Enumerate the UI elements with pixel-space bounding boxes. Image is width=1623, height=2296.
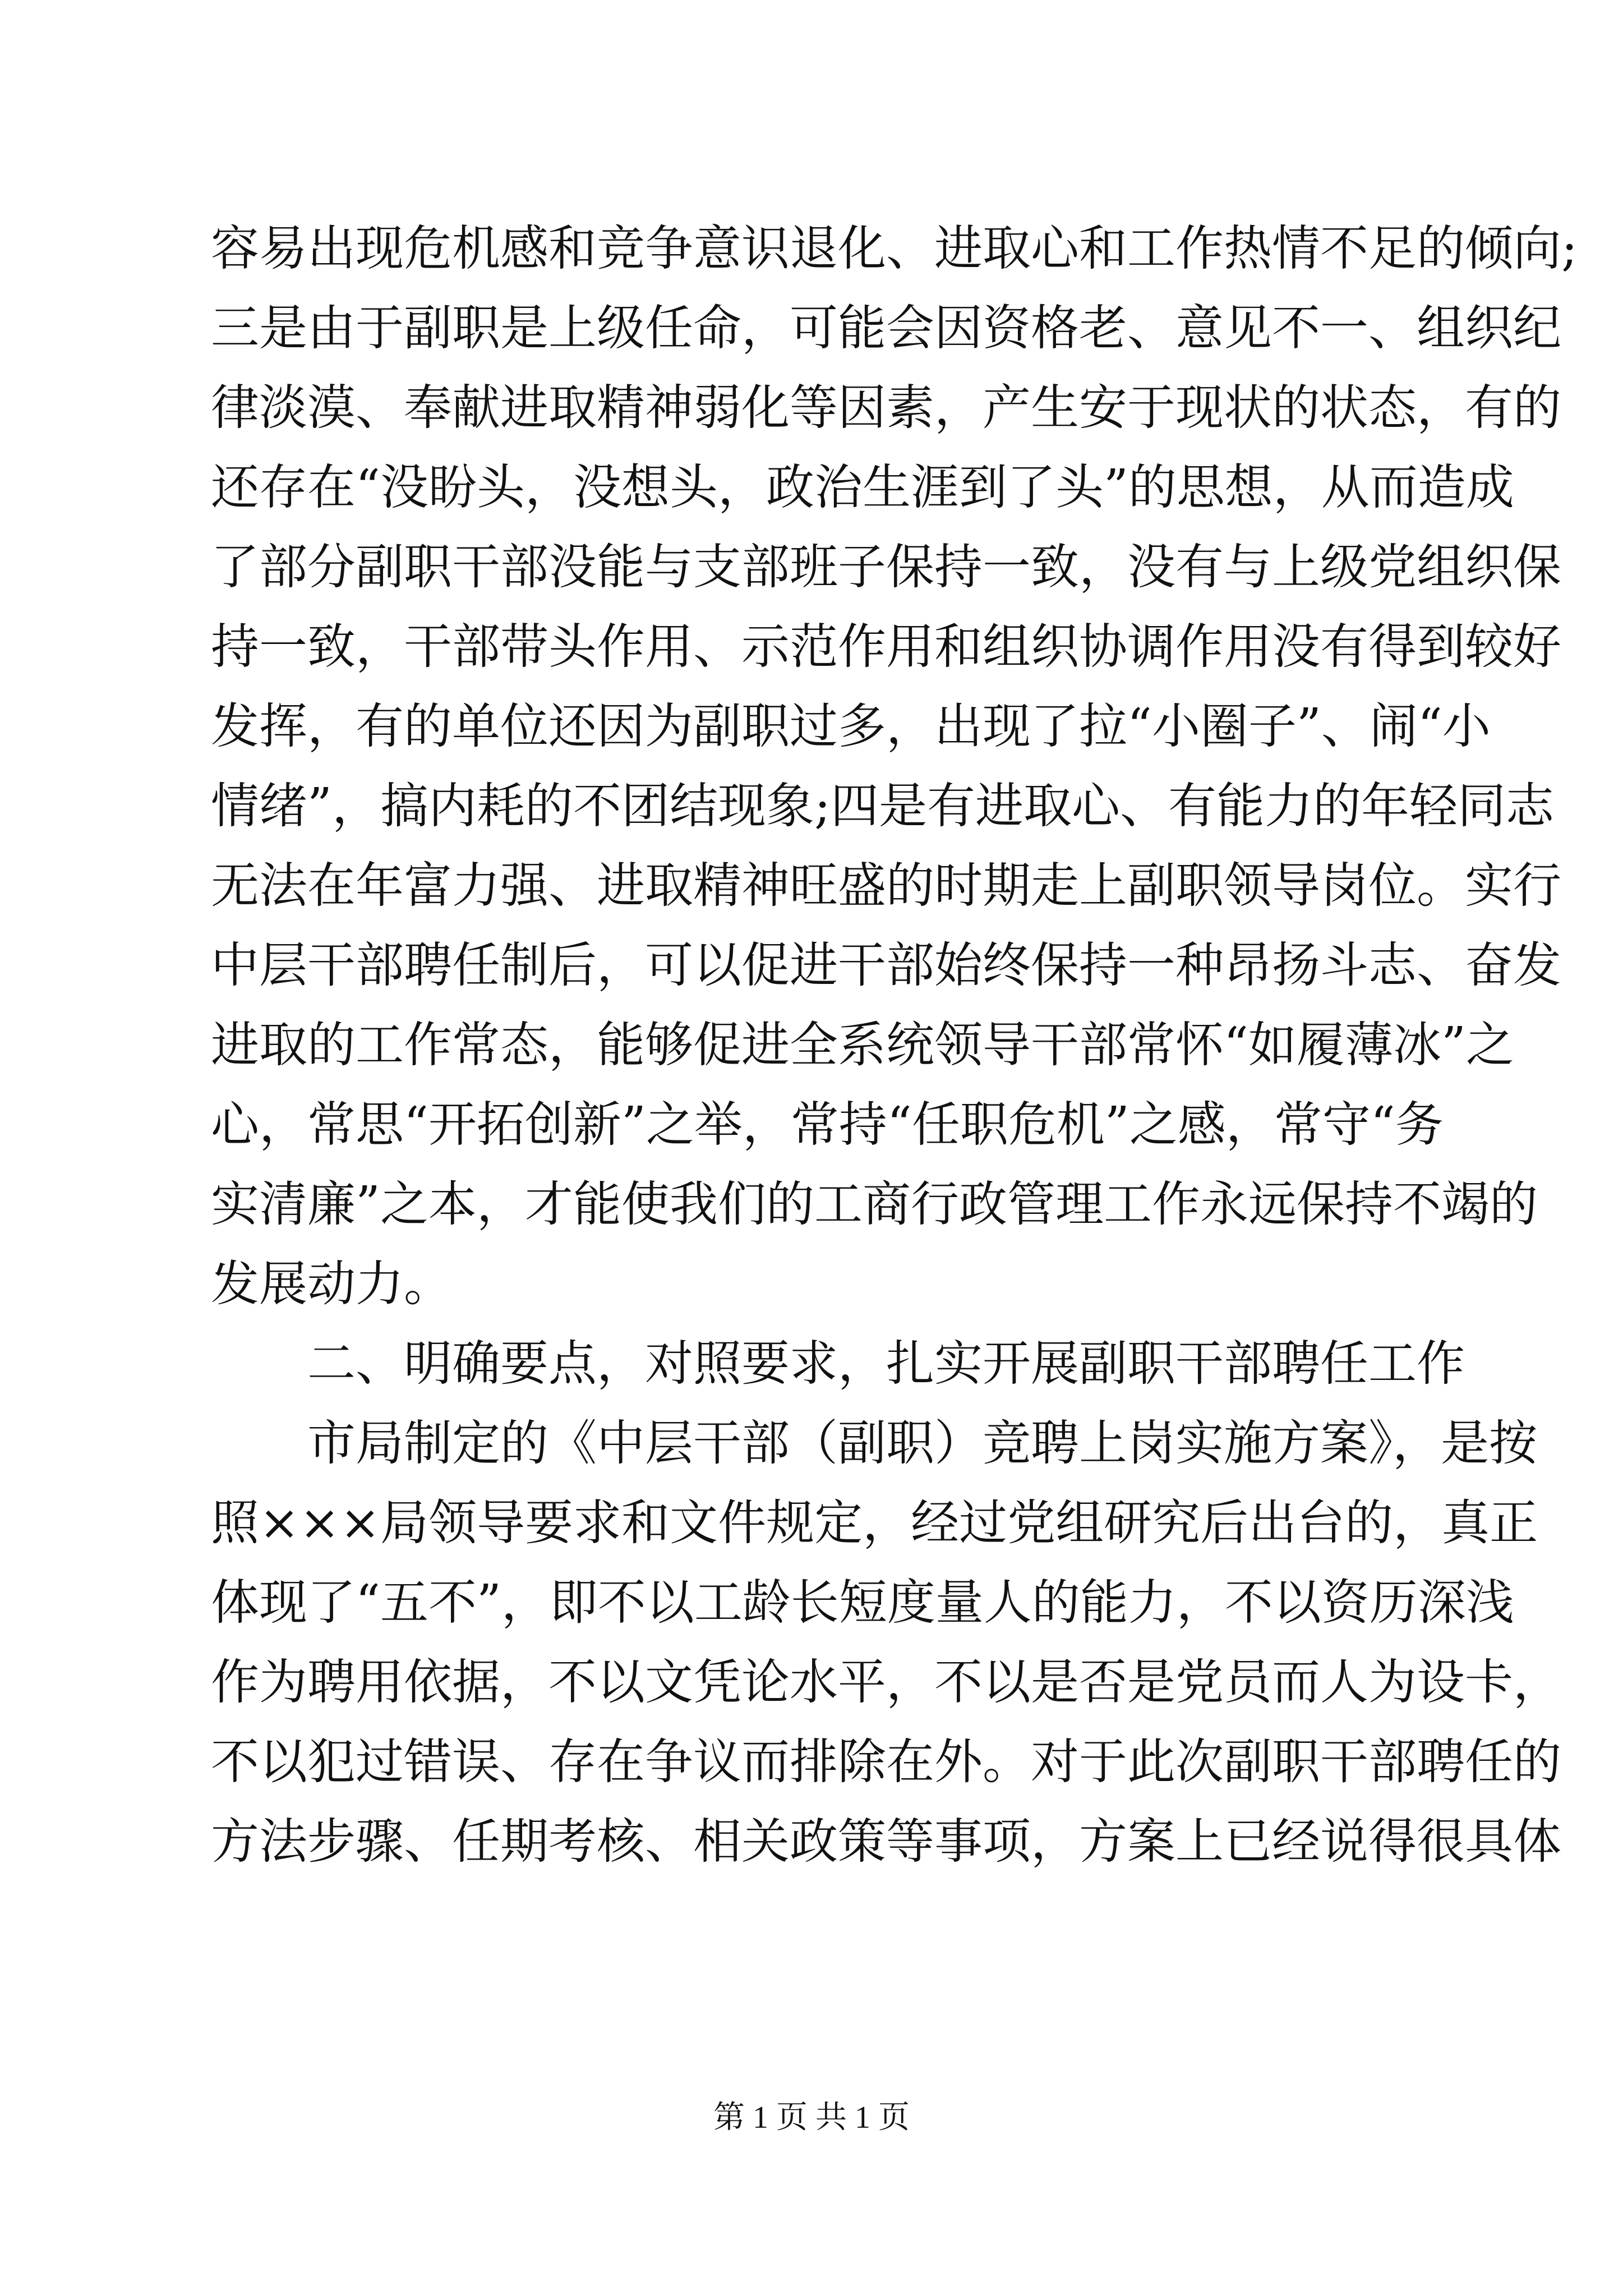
page-footer	[0, 2098, 1623, 2137]
paragraph2-line-2: 照×××局领导要求和文件规定，经过党组研究后出台的，真正	[211, 1495, 1538, 1551]
paragraph-line-3: 律淡漠、奉献进取精神弱化等因素，产生安于现状的状态，有的	[211, 380, 1561, 436]
paragraph-line-14: 发展动力。	[211, 1256, 452, 1312]
paragraph2-line-3: 体现了“五不”，即不以工龄长短度量人的能力，不以资历深浅	[211, 1575, 1514, 1631]
paragraph-line-5: 了部分副职干部没能与支部班子保持一致，没有与上级党组织保	[211, 539, 1561, 595]
paragraph-line-12: 心，常思“开拓创新”之举，常持“任职危机”之感，常守“务	[211, 1097, 1444, 1153]
paragraph-line-9: 无法在年富力强、进取精神旺盛的时期走上副职领导岗位。实行	[211, 858, 1561, 914]
paragraph-line-1: 容易出现危机感和竞争意识退化、进取心和工作热情不足的倾向;	[211, 220, 1578, 277]
paragraph-line-13: 实清廉”之本，才能使我们的工商行政管理工作永远保持不竭的	[211, 1176, 1538, 1232]
section-heading: 二、明确要点，对照要求，扎实开展副职干部聘任工作	[307, 1336, 1465, 1392]
paragraph-line-6: 持一致，干部带头作用、示范作用和组织协调作用没有得到较好	[211, 619, 1561, 675]
paragraph2-line-1: 市局制定的《中层干部（副职）竞聘上岗实施方案》，是按	[307, 1415, 1537, 1471]
paragraph2-line-6: 方法步骤、任期考核、相关政策等事项，方案上已经说得很具体	[211, 1814, 1561, 1870]
page-number-label: 第 1 页 共 1 页	[713, 2100, 910, 2135]
paragraph-line-7: 发挥，有的单位还因为副职过多，出现了拉“小圈子”、闹“小	[211, 698, 1491, 754]
paragraph2-line-4: 作为聘用依据，不以文凭论水平，不以是否是党员而人为设卡，	[211, 1654, 1561, 1710]
paragraph2-line-5: 不以犯过错误、存在争议而排除在外。对于此次副职干部聘任的	[211, 1734, 1561, 1790]
paragraph-line-2: 三是由于副职是上级任命，可能会因资格老、意见不一、组织纪	[211, 300, 1561, 356]
paragraph-line-4: 还存在“没盼头，没想头，政治生涯到了头”的思想，从而造成	[211, 459, 1514, 516]
paragraph-line-8: 情绪”，搞内耗的不团结现象;四是有进取心、有能力的年轻同志	[211, 778, 1554, 834]
document-body	[211, 209, 1578, 1881]
paragraph-line-10: 中层干部聘任制后，可以促进干部始终保持一种昂扬斗志、奋发	[211, 937, 1561, 993]
paragraph-line-11: 进取的工作常态，能够促进全系统领导干部常怀“如履薄冰”之	[211, 1017, 1514, 1073]
